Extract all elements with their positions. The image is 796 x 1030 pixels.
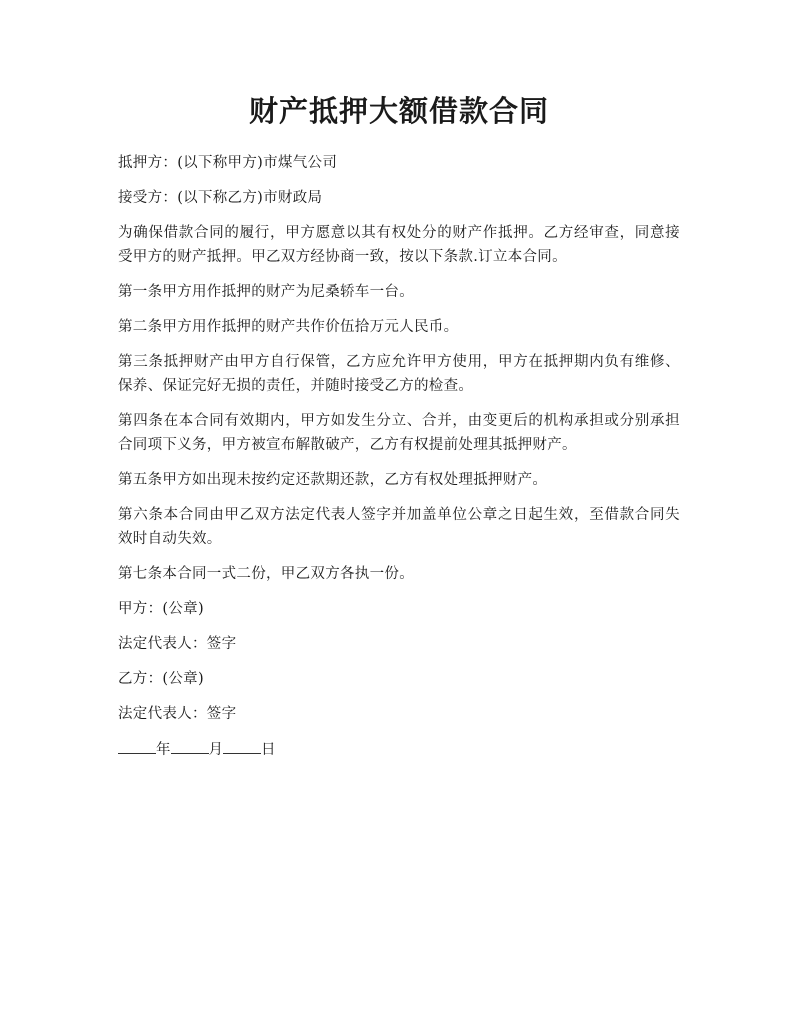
party-a-representative-line: 法定代表人：签字 bbox=[118, 636, 237, 652]
clause-1: 第一条甲方用作抵押的财产为尼桑轿车一台。 bbox=[118, 284, 414, 300]
party-b-line: 接受方：(以下称乙方)市财政局 bbox=[118, 190, 323, 206]
party-a-line: 抵押方：(以下称甲方)市煤气公司 bbox=[118, 155, 338, 171]
document-title: 财产抵押大额借款合同 bbox=[248, 94, 549, 128]
clause-7: 第七条本合同一式二份，甲乙双方各执一份。 bbox=[118, 566, 414, 582]
clause-2: 第二条甲方用作抵押的财产共作价伍拾万元人民币。 bbox=[118, 319, 459, 335]
party-b-representative-line: 法定代表人：签字 bbox=[118, 706, 237, 722]
month-label: 月 bbox=[208, 742, 223, 758]
clause-4: 第四条在本合同有效期内，甲方如发生分立、合并，由变更后的机构承担或分别承担合同项下义务，甲方被宣布解散破产，乙方有权提前处理其抵押财产。 bbox=[118, 413, 680, 453]
month-blank bbox=[171, 737, 209, 754]
clause-5: 第五条甲方如出现未按约定还款期还款，乙方有权处理抵押财产。 bbox=[118, 472, 548, 488]
day-label: 日 bbox=[261, 742, 276, 758]
party-b-seal-line: 乙方：(公章) bbox=[118, 671, 204, 687]
day-blank bbox=[223, 737, 261, 754]
document-body bbox=[118, 151, 680, 762]
clause-6: 第六条本合同由甲乙双方法定代表人签字并加盖单位公章之日起生效，至借款合同失效时自动失效。 bbox=[118, 507, 680, 547]
party-a-seal-line: 甲方：(公章) bbox=[118, 601, 204, 617]
year-blank bbox=[118, 737, 156, 754]
year-label: 年 bbox=[156, 742, 171, 758]
preamble-paragraph: 为确保借款合同的履行，甲方愿意以其有权处分的财产作抵押。乙方经审查，同意接受甲方的财产抵押。甲乙双方经协商一致，按以下条款.订立本合同。 bbox=[118, 225, 680, 265]
date-line bbox=[118, 737, 680, 762]
clause-3: 第三条抵押财产由甲方自行保管，乙方应允许甲方使用，甲方在抵押期内负有维修、保养、保证完好无损的责任，并随时接受乙方的检查。 bbox=[118, 354, 680, 394]
